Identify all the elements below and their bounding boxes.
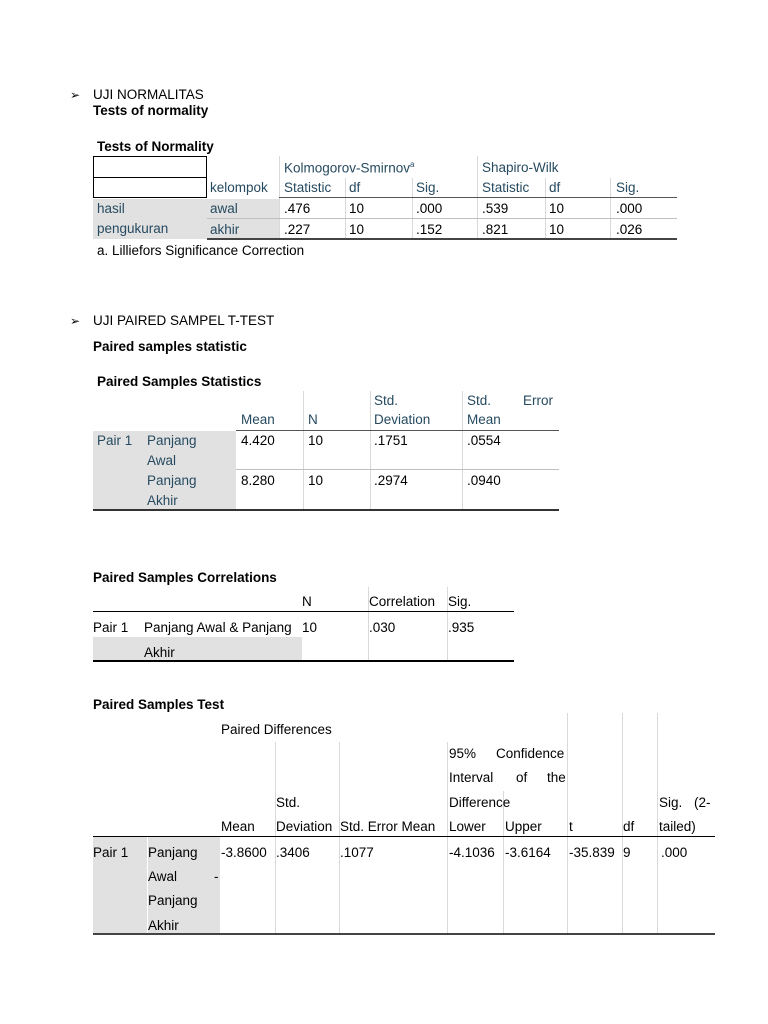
table-cell: .0554 [467, 433, 501, 448]
col-header-mean: Mean [221, 819, 255, 834]
section-heading-ttest: UJI PAIRED SAMPEL T-TEST [93, 313, 275, 328]
table-cell: .152 [416, 222, 443, 237]
table-cell: -3.6164 [505, 845, 551, 860]
col-header-correlation: Correlation [369, 594, 436, 609]
pair-label: Pair 1 [93, 845, 129, 860]
table-corner-block [93, 177, 207, 198]
col-header-ks-sig: Sig. [416, 180, 440, 195]
col-header-sw-df: df [549, 180, 561, 195]
col-header-ci: Interval [449, 770, 494, 785]
table-cell: 10 [308, 473, 324, 488]
table-cell: .000 [616, 201, 643, 216]
table-cell: 8.280 [241, 473, 275, 488]
col-header-ks-df: df [349, 180, 361, 195]
section-subheading-ttest: Paired samples statistic [93, 339, 247, 354]
col-header-std-dev: Std. [276, 795, 301, 810]
col-header-std-dev: Std. [374, 393, 399, 408]
table-cell: 10 [549, 201, 565, 216]
col-header-paired-differences: Paired Differences [221, 722, 332, 737]
table-cell: .026 [616, 222, 643, 237]
col-header-mean: Mean [241, 412, 275, 427]
pair-label: Pair 1 [93, 620, 129, 635]
row-label: Awal [147, 453, 177, 468]
table-cell: 10 [349, 222, 365, 237]
col-header-ci: Difference [449, 795, 511, 810]
table-cell: .000 [661, 845, 688, 860]
row-label: Akhir [144, 645, 175, 660]
col-header-upper: Upper [505, 819, 542, 834]
row-label: Akhir [148, 918, 179, 933]
table-cell: -35.839 [569, 845, 615, 860]
row-label: - [214, 869, 219, 884]
table-cell: .000 [416, 201, 443, 216]
table-cell: .0940 [467, 473, 501, 488]
col-header-ci: of [516, 770, 528, 785]
table-cell: .2974 [374, 473, 408, 488]
col-header-std-error: Error [523, 393, 553, 408]
col-header-std-dev: Deviation [374, 412, 431, 427]
col-header-std-error: Mean [467, 412, 501, 427]
col-header-std-dev: Deviation [276, 819, 333, 834]
table-cell: akhir [210, 222, 240, 237]
row-label: Akhir [147, 493, 178, 508]
row-label: Panjang [147, 433, 197, 448]
row-label: Panjang [148, 845, 198, 860]
col-header-sig: tailed) [659, 819, 696, 834]
table-cell: .1751 [374, 433, 408, 448]
group-header-sw: Shapiro-Wilk [482, 160, 559, 175]
col-header-sig: Sig. [448, 594, 472, 609]
col-header-ci: Confidence [496, 746, 565, 761]
row-label: Panjang [147, 473, 197, 488]
table-title-paired-samples-test: Paired Samples Test [93, 697, 225, 712]
table-cell: .030 [369, 620, 396, 635]
col-header-sig: (2- [694, 795, 711, 810]
col-header-std-error: Std. [467, 393, 492, 408]
table-cell: 4.420 [241, 433, 275, 448]
row-label: Panjang [148, 893, 198, 908]
col-header-std-error-mean: Std. Error Mean [340, 819, 436, 834]
table-cell: 10 [302, 620, 318, 635]
row-label-pengukuran: pengukuran [97, 221, 169, 236]
group-header-ks: Kolmogorov-Smirnov$^a$ [284, 160, 415, 176]
table-footnote: a. Lilliefors Significance Correction [97, 243, 305, 258]
table-cell: 9 [623, 845, 631, 860]
col-header-lower: Lower [449, 819, 486, 834]
table-cell: .1077 [340, 845, 374, 860]
table-cell: .821 [482, 222, 509, 237]
section-heading-normality: UJI NORMALITAS [93, 87, 204, 102]
table-title-paired-samples-correlations: Paired Samples Correlations [93, 570, 277, 585]
table-cell: .3406 [276, 845, 310, 860]
pair-label: Pair 1 [97, 433, 133, 448]
table-cell: .476 [284, 201, 311, 216]
arrow-bullet-icon: ➢ [70, 314, 81, 328]
table-cell: .539 [482, 201, 509, 216]
table-cell: 10 [308, 433, 324, 448]
col-header-sig: Sig. [659, 795, 683, 810]
table-cell: -4.1036 [449, 845, 495, 860]
col-header-kelompok: kelompok [210, 180, 268, 195]
col-header-n: N [302, 594, 312, 609]
col-header-ks-statistic: Statistic [284, 180, 332, 195]
col-header-sw-statistic: Statistic [482, 180, 530, 195]
table-corner-block [93, 156, 207, 178]
section-subheading-normality: Tests of normality [93, 103, 209, 118]
col-header-sw-sig: Sig. [616, 180, 640, 195]
table-cell: .935 [448, 620, 475, 635]
col-header-df: df [623, 819, 635, 834]
table-title-tests-of-normality: Tests of Normality [97, 139, 214, 154]
table-cell: 10 [549, 222, 565, 237]
col-header-ci: 95% [449, 746, 477, 761]
col-header-t: t [569, 819, 573, 834]
row-label-hasil: hasil [97, 201, 125, 216]
table-title-paired-samples-statistics: Paired Samples Statistics [97, 374, 262, 389]
col-header-n: N [308, 412, 318, 427]
table-cell: awal [210, 201, 238, 216]
row-label: Awal [148, 869, 178, 884]
table-cell: 10 [349, 201, 365, 216]
table-cell: .227 [284, 222, 311, 237]
row-label: Panjang Awal & Panjang [144, 620, 292, 635]
col-header-ci: the [547, 770, 566, 785]
table-cell: -3.8600 [221, 845, 267, 860]
arrow-bullet-icon: ➢ [70, 88, 81, 102]
